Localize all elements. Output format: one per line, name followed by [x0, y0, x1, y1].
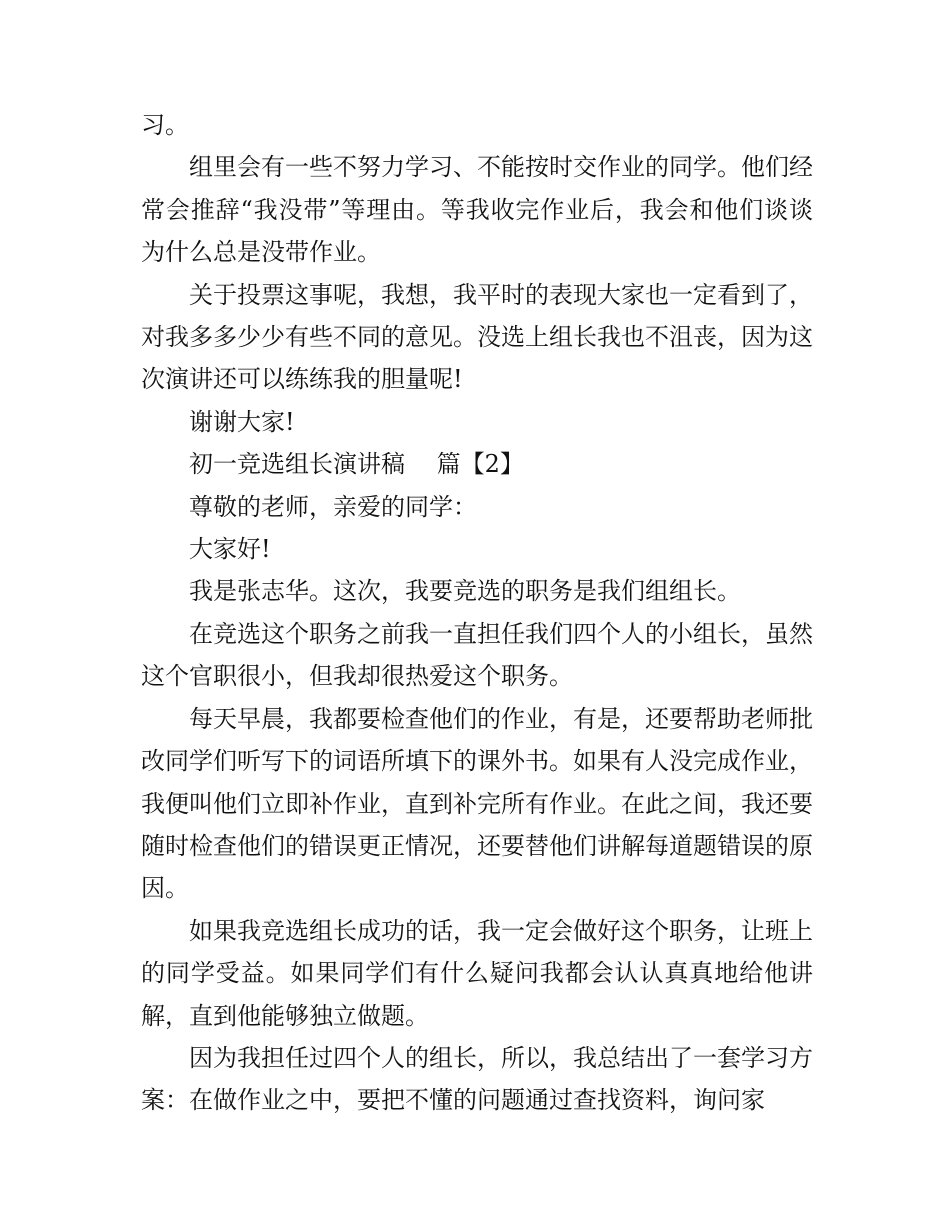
paragraph: 如果我竞选组长成功的话，我一定会做好这个职务，让班上的同学受益。如果同学们有什么疑问我都会认认真真地给他讲解，直到他能够独立做题。 — [141, 916, 813, 1030]
paragraph: 每天早晨，我都要检查他们的作业，有是，还要帮助老师批改同学们听写下的词语所填下的课外书。如果有人没完成作业，我便叫他们立即补作业，直到补完所有作业。在此之间，我还要随时检查他们的错误更正情况，还要替他们讲解每道题错误的原因。 — [141, 704, 813, 903]
section-heading: 初一竞选组长演讲稿 篇【2】 — [189, 450, 524, 479]
paragraph: 我是张志华。这次，我要竞选的职务是我们组组长。 — [189, 577, 741, 606]
greeting: 大家好! — [189, 535, 271, 564]
paragraph-continuation: 习。 — [141, 111, 189, 139]
document-body — [141, 104, 813, 1122]
paragraph: 在竞选这个职务之前我一直担任我们四个人的小组长，虽然这个官职很小，但我却很热爱这个职务。 — [141, 619, 813, 691]
paragraph-closing: 谢谢大家! — [189, 407, 295, 436]
paragraph: 关于投票这事呢，我想，我平时的表现大家也一定看到了，对我多多少少有些不同的意见。没选上组长我也不沮丧，因为这次演讲还可以练练我的胆量呢! — [141, 280, 813, 394]
salutation: 尊敬的老师，亲爱的同学： — [189, 492, 477, 521]
paragraph: 组里会有一些不努力学习、不能按时交作业的同学。他们经常会推辞“我没带”等理由。等我收完作业后，我会和他们谈谈为什么总是没带作业。 — [141, 153, 813, 267]
paragraph: 因为我担任过四个人的组长，所以，我总结出了一套学习方案：在做作业之中，要把不懂的问题通过查找资料，询问家 — [141, 1043, 813, 1115]
